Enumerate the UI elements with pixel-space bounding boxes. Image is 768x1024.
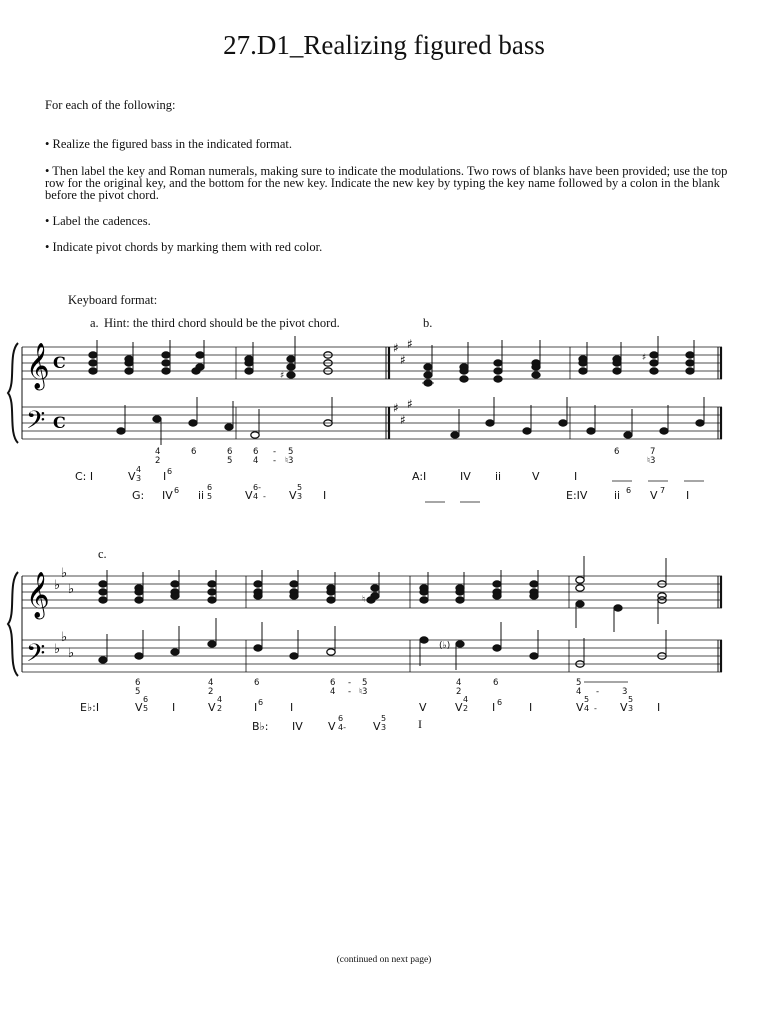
svg-text:6: 6 [135, 678, 141, 688]
svg-text:ii: ii [495, 470, 502, 483]
svg-text:5: 5 [143, 704, 149, 713]
svg-text:IV: IV [292, 720, 303, 733]
svg-text:V: V [532, 470, 540, 483]
format-label: Keyboard format: [68, 293, 158, 307]
svg-text:C: I: C: I [75, 470, 94, 483]
svg-text:-: - [596, 687, 600, 697]
svg-text:V: V [128, 470, 136, 483]
svg-text:V: V [620, 701, 628, 714]
bullet-label-key: • Then label the key and Roman numerals, making sure to indicate the modulations. Two rows of blanks have been provided; use the top row for the original key, and the bottom for the new key. Indicate the new key by typing the key name followed by a colon in the blank before the pivot chord. [45, 164, 728, 202]
svg-text:I: I [574, 470, 578, 483]
svg-text:♮3: ♮3 [359, 687, 368, 697]
svg-text:♯: ♯ [400, 353, 406, 367]
svg-text:6: 6 [338, 714, 344, 723]
svg-text:6: 6 [207, 483, 213, 492]
svg-text:♭: ♭ [61, 630, 68, 645]
svg-text:3: 3 [628, 704, 634, 713]
svg-text:V: V [208, 701, 216, 714]
svg-text:V: V [419, 701, 427, 714]
svg-text:6: 6 [167, 467, 173, 476]
bass-clef-icon: 𝄢 [26, 639, 46, 674]
svg-text:♯: ♯ [393, 341, 399, 355]
roman-numerals-b-top [412, 470, 577, 483]
svg-text:♯: ♯ [642, 353, 647, 363]
svg-text:ii: ii [198, 489, 205, 502]
svg-text:-: - [348, 678, 352, 688]
svg-text:I: I [492, 701, 496, 714]
svg-text:6: 6 [258, 698, 264, 707]
svg-text:-: - [348, 687, 352, 697]
bass-clef-icon: 𝄢 [26, 406, 46, 441]
roman-numerals-a-top [75, 465, 172, 483]
svg-text:I: I [686, 489, 690, 502]
svg-text:4: 4 [208, 678, 214, 688]
bullet-cadences: • Label the cadences. [45, 214, 151, 228]
svg-text:V: V [650, 489, 658, 502]
svg-text:5: 5 [297, 483, 303, 492]
time-signature: C [53, 413, 66, 432]
bullet-realize: • Realize the figured bass in the indicated format. [45, 137, 292, 151]
intro-text: For each of the following: [45, 98, 176, 112]
svg-text:4: 4 [155, 447, 161, 457]
roman-numerals-c-bottom [252, 714, 422, 733]
svg-text:6: 6 [330, 678, 336, 688]
svg-text:6: 6 [497, 698, 503, 707]
svg-text:♭: ♭ [68, 582, 75, 597]
svg-text:6: 6 [493, 678, 499, 688]
roman-numerals-b-bottom [566, 486, 689, 502]
svg-text:6: 6 [626, 486, 632, 495]
svg-text:I: I [163, 470, 167, 483]
svg-text:G:: G: [132, 489, 145, 502]
svg-text:5: 5 [227, 456, 233, 466]
svg-text:4: 4 [584, 704, 590, 713]
time-signature: C [53, 353, 66, 372]
svg-text:5: 5 [288, 447, 294, 457]
svg-text:4: 4 [463, 695, 469, 704]
svg-text:3: 3 [381, 723, 387, 732]
treble-clef-icon: 𝄞 [26, 572, 50, 618]
svg-text:6: 6 [174, 486, 180, 495]
svg-text:♭: ♭ [68, 646, 75, 661]
page-title: 27.D1_Realizing figured bass [223, 30, 545, 60]
svg-text:-: - [273, 447, 277, 457]
brace-icon [8, 572, 18, 676]
svg-text:ii: ii [614, 489, 621, 502]
svg-text:6: 6 [227, 447, 233, 457]
svg-text:♯: ♯ [393, 401, 399, 415]
svg-text:-: - [594, 704, 597, 713]
svg-text:5: 5 [362, 678, 368, 688]
figured-bass-row-1 [155, 447, 655, 466]
svg-text:4: 4 [253, 492, 259, 501]
svg-text:5: 5 [628, 695, 634, 704]
svg-text:IV: IV [460, 470, 471, 483]
svg-text:4: 4 [136, 465, 142, 474]
svg-text:♯: ♯ [400, 413, 406, 427]
svg-text:V: V [576, 701, 584, 714]
svg-text:♭: ♭ [54, 642, 61, 657]
svg-text:B♭:: B♭: [252, 720, 269, 733]
svg-text:I: I [290, 701, 294, 714]
svg-text:3: 3 [297, 492, 303, 501]
exercise-a-label: a. [90, 316, 99, 330]
svg-text:6: 6 [143, 695, 149, 704]
svg-text:-: - [263, 492, 266, 501]
svg-text:V: V [328, 720, 336, 733]
svg-text:6: 6 [253, 447, 259, 457]
svg-text:V: V [373, 720, 381, 733]
roman-numerals-a-bottom [132, 483, 326, 502]
svg-text:♮3: ♮3 [285, 456, 294, 466]
footer-note: (continued on next page) [336, 955, 432, 965]
svg-text:I: I [418, 717, 422, 731]
svg-text:4: 4 [576, 687, 582, 697]
svg-text:I: I [529, 701, 533, 714]
svg-text:♯: ♯ [407, 337, 413, 351]
svg-text:(♭): (♭) [439, 641, 451, 651]
key-signature-sharps [393, 337, 413, 427]
roman-numerals-c-top [80, 695, 660, 714]
exercise-c-label: c. [98, 547, 107, 561]
svg-text:V: V [135, 701, 143, 714]
svg-text:I: I [172, 701, 176, 714]
svg-text:6: 6 [191, 447, 197, 457]
svg-text:2: 2 [217, 704, 223, 713]
figured-bass-row-2 [135, 678, 628, 697]
svg-text:2: 2 [463, 704, 469, 713]
svg-text:6: 6 [614, 447, 620, 457]
svg-text:7: 7 [650, 447, 656, 457]
svg-text:2: 2 [456, 687, 462, 697]
svg-text:3: 3 [622, 687, 628, 697]
svg-text:♮3: ♮3 [647, 456, 656, 466]
svg-text:7: 7 [660, 486, 666, 495]
svg-text:4: 4 [253, 456, 259, 466]
svg-text:♮: ♮ [362, 595, 366, 605]
svg-text:I: I [657, 701, 661, 714]
key-signature-flats [54, 566, 74, 661]
svg-text:♯: ♯ [407, 397, 413, 411]
svg-text:V: V [289, 489, 297, 502]
treble-clef-icon: 𝄞 [26, 343, 50, 389]
exercise-a-hint: Hint: the third chord should be the pivot chord. [104, 316, 340, 330]
brace-icon [8, 343, 18, 443]
svg-text:-: - [273, 456, 277, 466]
svg-text:4: 4 [456, 678, 462, 688]
svg-text:3: 3 [136, 474, 142, 483]
svg-text:♭: ♭ [61, 566, 68, 581]
svg-text:5: 5 [135, 687, 141, 697]
svg-text:5: 5 [207, 492, 213, 501]
svg-text:E♭:I: E♭:I [80, 701, 100, 714]
svg-text:4: 4 [217, 695, 223, 704]
bass-notes-2 [99, 618, 666, 670]
treble-chords-2 [99, 556, 666, 632]
svg-text:2: 2 [208, 687, 214, 697]
svg-text:4: 4 [330, 687, 336, 697]
svg-text:♭: ♭ [54, 578, 61, 593]
svg-text:5: 5 [584, 695, 590, 704]
svg-text:I: I [254, 701, 258, 714]
svg-text:V: V [245, 489, 253, 502]
svg-text:6-: 6- [253, 483, 261, 492]
exercise-b-label: b. [423, 316, 433, 330]
svg-text:4-: 4- [338, 723, 346, 732]
bullet-pivot: • Indicate pivot chords by marking them with red color. [45, 240, 323, 254]
svg-text:5: 5 [576, 678, 582, 688]
svg-text:V: V [455, 701, 463, 714]
svg-text:E:IV: E:IV [566, 489, 588, 502]
svg-text:IV: IV [162, 489, 173, 502]
svg-text:A:I: A:I [412, 470, 427, 483]
svg-text:♯: ♯ [280, 371, 285, 381]
svg-text:5: 5 [381, 714, 387, 723]
svg-text:6: 6 [254, 678, 260, 688]
svg-text:2: 2 [155, 456, 161, 466]
svg-text:I: I [323, 489, 327, 502]
